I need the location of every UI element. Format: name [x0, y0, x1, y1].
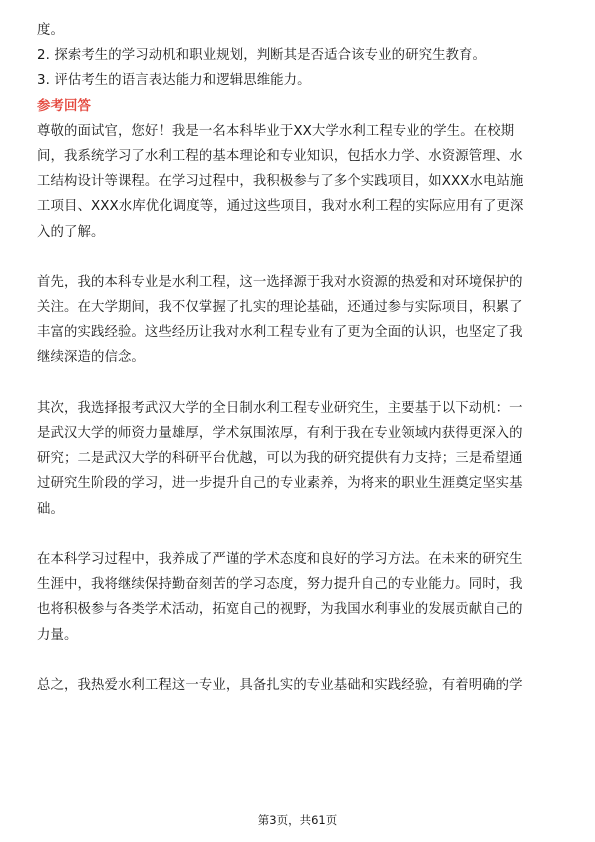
paragraph-gap — [37, 648, 558, 673]
paragraph-line: 研究；二是武汉大学的科研平台优越，可以为我的研究提供有力支持；三是希望通 — [37, 451, 523, 467]
paragraph-line: 总之，我热爱水利工程这一专业，具备扎实的专业基础和实践经验，有着明确的学 — [37, 677, 523, 693]
paragraph-line: 也将积极参与各类学术活动，拓宽自己的视野，为我国水利事业的发展贡献自己的 — [37, 602, 523, 618]
paragraph-line: 工项目、XXX水库优化调度等，通过这些项目，我对水利工程的实际应用有了更深 — [37, 199, 524, 215]
paragraph — [37, 270, 558, 371]
page-number: 第3页，共61页 — [257, 813, 338, 827]
paragraph-gap — [37, 245, 558, 270]
paragraph-line: 工结构设计等课程。在学习过程中，我积极参与了多个实践项目，如XXX水电站施 — [37, 174, 524, 190]
intro-line: 2. 探索考生的学习动机和职业规划，判断其是否适合该专业的研究生教育。 — [37, 48, 487, 64]
paragraph-line: 继续深造的信念。 — [37, 350, 145, 366]
paragraph — [37, 119, 558, 245]
paragraph-gap — [37, 522, 558, 547]
paragraph-line: 力量。 — [37, 627, 78, 643]
document-body — [37, 18, 558, 698]
paragraph-line: 在本科学习过程中，我养成了严谨的学术态度和良好的学习方法。在未来的研究生 — [37, 551, 523, 567]
paragraph — [37, 396, 558, 522]
paragraph-line: 生涯中，我将继续保持勤奋刻苦的学习态度，努力提升自己的专业能力。同时，我 — [37, 577, 523, 593]
paragraph-gap — [37, 371, 558, 396]
intro-line: 3. 评估考生的语言表达能力和逻辑思维能力。 — [37, 73, 311, 89]
paragraph-line: 尊敬的面试官，您好！我是一名本科毕业于XX大学水利工程专业的学生。在校期 — [37, 123, 515, 139]
paragraph-line: 础。 — [37, 501, 64, 517]
answer-heading: 参考回答 — [37, 98, 91, 114]
paragraph — [37, 547, 558, 648]
paragraph-line: 首先，我的本科专业是水利工程，这一选择源于我对水资源的热爱和对环境保护的 — [37, 274, 523, 290]
paragraph-line: 是武汉大学的师资力量雄厚，学术氛围浓厚，有利于我在专业领域内获得更深入的 — [37, 426, 523, 441]
paragraph — [37, 673, 558, 698]
paragraph-line: 关注。在大学期间，我不仅掌握了扎实的理论基础，还通过参与实际项目，积累了 — [37, 300, 523, 316]
paragraph-line: 丰富的实践经验。这些经历让我对水利工程专业有了更为全面的认识，也坚定了我 — [37, 325, 523, 341]
paragraph-line: 入的了解。 — [37, 224, 105, 240]
paragraph-line: 过研究生阶段的学习，进一步提升自己的专业素养，为将来的职业生涯奠定坚实基 — [37, 476, 523, 492]
paragraph-line: 间，我系统学习了水利工程的基本理论和专业知识，包括水力学、水资源管理、水 — [37, 148, 523, 164]
paragraph-line: 其次，我选择报考武汉大学的全日制水利工程专业研究生，主要基于以下动机：一 — [37, 400, 523, 416]
intro-line: 度。 — [37, 23, 64, 38]
